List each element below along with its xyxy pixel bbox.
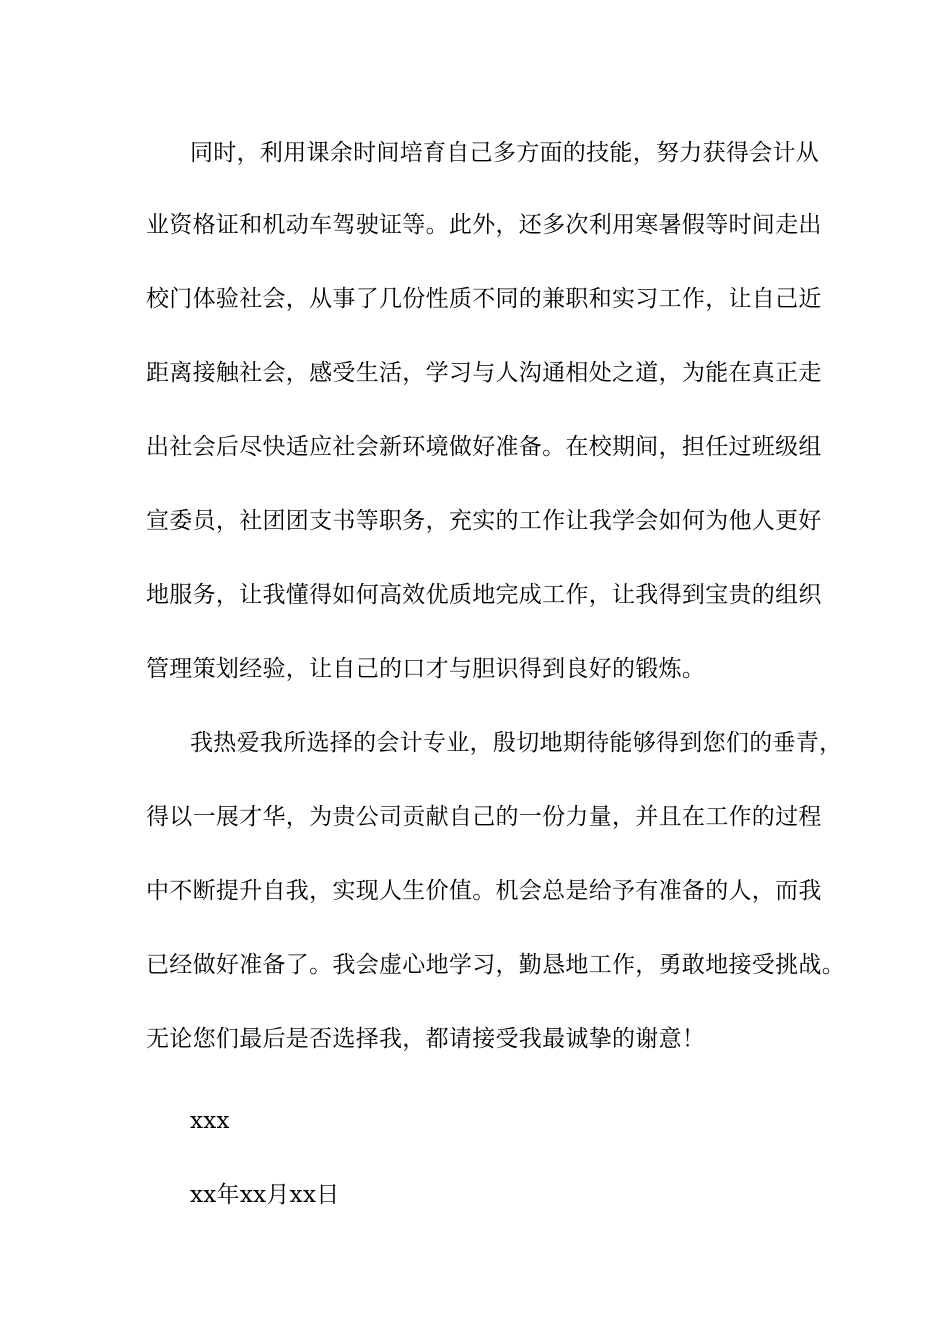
- paragraph-2-line-4: 已经做好准备了。我会虚心地学习，勤恳地工作，勇敢地接受挑战。: [146, 952, 845, 978]
- paragraph-1-line-8: 管理策划经验，让自己的口才与胆识得到良好的锻炼。: [146, 656, 706, 682]
- paragraph-1-line-1: 同时，利用课余时间培育自己多方面的技能，努力获得会计从: [190, 140, 820, 166]
- paragraph-1-line-7: 地服务，让我懂得如何高效优质地完成工作，让我得到宝贵的组织: [146, 582, 822, 608]
- paragraph-1-line-5: 出社会后尽快适应社会新环境做好准备。在校期间，担任过班级组: [146, 434, 822, 460]
- paragraph-2-line-1: 我热爱我所选择的会计专业，殷切地期待能够得到您们的垂青，: [190, 730, 843, 756]
- signature-name: xxx: [190, 1108, 230, 1134]
- paragraph-1-line-3: 校门体验社会，从事了几份性质不同的兼职和实习工作，让自己近: [146, 286, 822, 312]
- paragraph-1-line-2: 业资格证和机动车驾驶证等。此外，还多次利用寒暑假等时间走出: [146, 212, 822, 238]
- paragraph-2-line-5: 无论您们最后是否选择我，都请接受我最诚挚的谢意！: [146, 1026, 706, 1052]
- paragraph-1-line-6: 宣委员，社团团支书等职务，充实的工作让我学会如何为他人更好: [146, 508, 822, 534]
- paragraph-1-line-4: 距离接触社会，感受生活，学习与人沟通相处之道，为能在真正走: [146, 360, 822, 386]
- paragraph-2-line-3: 中不断提升自我，实现人生价值。机会总是给予有准备的人，而我: [146, 878, 822, 904]
- paragraph-2-line-2: 得以一展才华，为贵公司贡献自己的一份力量，并且在工作的过程: [146, 804, 822, 830]
- signature-date: xx年xx月xx日: [190, 1182, 340, 1208]
